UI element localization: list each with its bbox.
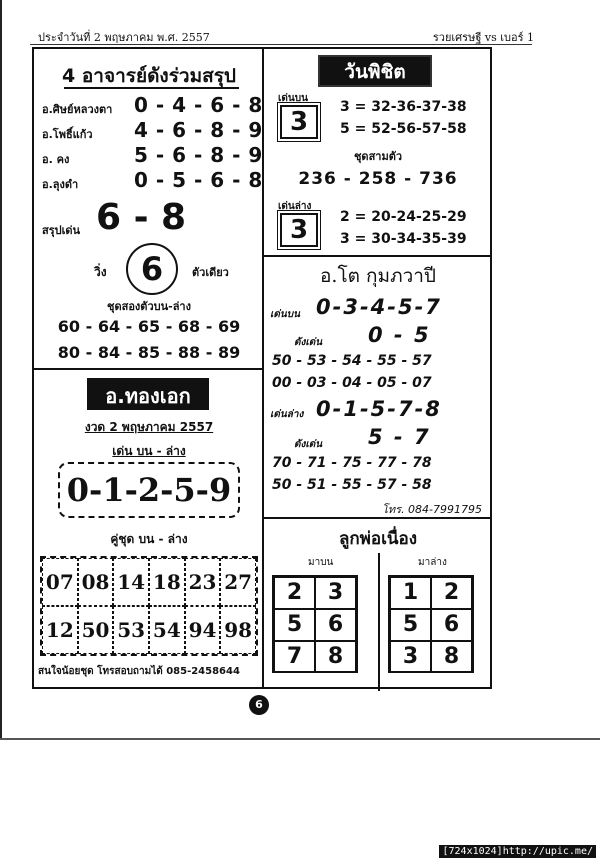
bottom-label: เด่นล่าง [278, 201, 312, 212]
header-title: รวยเศรษฐี vs เบอร์ 1 [432, 31, 534, 44]
box-a-to [264, 257, 490, 517]
bottom-line: 3 = 30-34-35-39 [340, 231, 467, 247]
expert-row [42, 168, 264, 194]
pair-cell: 18 [149, 558, 185, 606]
bottom-line: 2 = 20-24-25-29 [340, 209, 467, 225]
star-label: ดังเด่น [294, 337, 323, 348]
pair-row: 80 - 84 - 85 - 88 - 89 [57, 343, 241, 362]
pair-cell: 08 [78, 558, 114, 606]
digit-cell: 5 [390, 609, 431, 641]
pair-cell: 07 [42, 558, 78, 606]
expert-name: อ.ศิษย์หลวงตา [42, 103, 113, 116]
digit-cell: 6 [431, 609, 472, 641]
image-host-stamp: [724x1024]http://upic.me/ [439, 845, 596, 858]
bottom-digit-box: 3 [280, 213, 318, 247]
pair-cell: 27 [220, 558, 256, 606]
scan-bottom-edge [0, 738, 600, 740]
three-digit-set: 236 - 258 - 736 [298, 169, 458, 189]
pair-cell: 94 [185, 606, 221, 654]
digit-cell: 7 [274, 641, 315, 673]
top-line: 3 = 32-36-37-38 [340, 99, 467, 115]
expert-name: อ.ลุงดำ [42, 178, 79, 191]
pair-set-label: ชุดสองตัวบน-ล่าง [107, 300, 191, 313]
upper-label: มาบน [308, 557, 334, 568]
scan-edge [0, 0, 2, 740]
header-date: ประจำวันที่ 2 พฤษภาคม พ.ศ. 2557 [38, 31, 210, 44]
digit-cell: 6 [315, 609, 356, 641]
pair-cell: 50 [78, 606, 114, 654]
number-row: 70 - 71 - 75 - 77 - 78 [272, 455, 432, 471]
star-label: ดังเด่น [294, 439, 323, 450]
digit-cell: 8 [431, 641, 472, 673]
bottom-label: เด่นล่าง [270, 409, 304, 420]
column-rule [378, 553, 380, 691]
box-thong-ek [34, 370, 262, 688]
digit-cell: 1 [390, 577, 431, 609]
top-digit-box: 3 [280, 105, 318, 139]
expert-name: อ.โพธิ์แก้ว [42, 128, 93, 141]
number-row: 00 - 03 - 04 - 05 - 07 [272, 375, 432, 391]
box-experts [34, 49, 262, 369]
expert-numbers: 5 - 6 - 8 - 9 [134, 143, 263, 167]
experts-title: 4 อาจารย์ดังร่วมสรุป [62, 65, 236, 87]
top-label: เด่นบน [270, 309, 300, 320]
single-label: ตัวเดียว [192, 266, 229, 279]
pair-cell: 54 [149, 606, 185, 654]
expert-row [42, 93, 264, 119]
star-numbers: 0 - 5 [368, 323, 431, 347]
draw-date: งวด 2 พฤษภาคม 2557 [84, 420, 214, 434]
pair-cell: 14 [113, 558, 149, 606]
contact-footer: สนใจน้อยชุด โทรสอบถามได้ 085-2458644 [38, 666, 240, 677]
header-rule [30, 44, 532, 45]
digit-cell: 8 [315, 641, 356, 673]
run-label: วิ่ง [94, 265, 107, 279]
summary-label: สรุปเด่น [42, 224, 81, 237]
upper-lower-label: เด่น บน - ล่าง [112, 444, 186, 458]
number-row: 50 - 51 - 55 - 57 - 58 [272, 477, 432, 493]
lower-digit-grid [388, 575, 474, 673]
pair-cell: 12 [42, 606, 78, 654]
three-digit-label: ชุดสามตัว [353, 150, 403, 163]
expert-row [42, 118, 264, 144]
pairs-label: คู่ชุด บน - ล่าง [110, 532, 188, 546]
page-number: 6 [249, 695, 269, 715]
top-label: เด่นบน [278, 93, 308, 104]
digit-cell: 5 [274, 609, 315, 641]
number-row: 50 - 53 - 54 - 55 - 57 [272, 353, 432, 369]
digit-cell: 2 [431, 577, 472, 609]
wan-phichit-title: วันพิชิต [318, 55, 432, 87]
luk-pho-title: ลูกพ่อเนื่อง [338, 529, 418, 549]
pair-cell: 98 [220, 606, 256, 654]
digit-cell: 3 [315, 577, 356, 609]
pair-cell: 53 [113, 606, 149, 654]
summary-value: 6 - 8 [96, 197, 187, 238]
top-numbers: 0-3-4-5-7 [316, 295, 442, 319]
digit-cell: 3 [390, 641, 431, 673]
upper-digit-grid [272, 575, 358, 673]
a-to-title: อ.โต กุมภวาปี [320, 265, 436, 287]
star-numbers: 5 - 7 [368, 425, 431, 449]
bottom-numbers: 0-1-5-7-8 [316, 397, 442, 421]
expert-row [42, 143, 264, 169]
experts-title-underline [64, 87, 239, 89]
run-digit-circle: 6 [126, 243, 178, 295]
expert-numbers: 4 - 6 - 8 - 9 [134, 118, 263, 142]
pairs-grid [40, 556, 258, 656]
pair-row: 60 - 64 - 65 - 68 - 69 [57, 317, 241, 336]
top-line: 5 = 52-56-57-58 [340, 121, 467, 137]
box-wan-phichit [264, 49, 490, 255]
thong-ek-title: อ.ทองเอก [87, 378, 209, 410]
digit-cell: 2 [274, 577, 315, 609]
expert-name: อ. คง [42, 153, 70, 166]
pair-cell: 23 [185, 558, 221, 606]
expert-numbers: 0 - 5 - 6 - 8 [134, 168, 263, 192]
box-luk-pho-nueang [264, 519, 490, 688]
main-numbers: 0-1-2-5-9 [58, 462, 240, 518]
phone-number: โทร. 084-7991795 [382, 503, 483, 516]
expert-numbers: 0 - 4 - 6 - 8 [134, 93, 263, 117]
lower-label: มาล่าง [418, 557, 447, 568]
